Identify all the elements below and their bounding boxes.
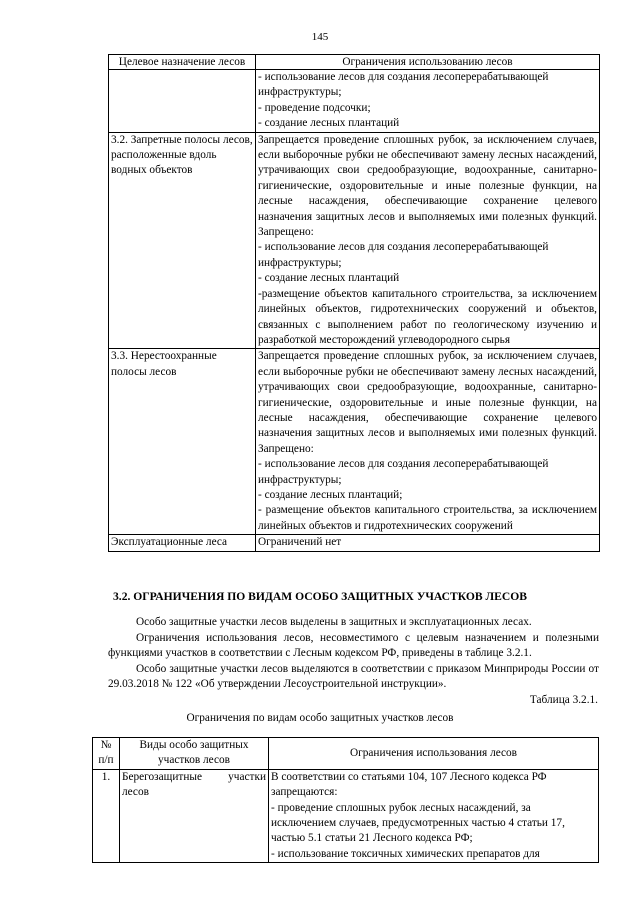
page-number: 145 — [311, 31, 329, 43]
purpose-cell: Эксплуатационные леса — [109, 535, 256, 551]
restriction-line: - проведение подсочки; — [258, 101, 371, 114]
restriction-line: -размещение объектов капитального строительства, за исключением линейных объектов, гидротехнических сооружений и объектов, связанных с выполнением работ по геологическому изучению и разработкой месторождений углеводородного сырья — [258, 287, 597, 346]
purpose-cell: 3.2. Запретные полосы лесов, расположенные вдоль водных объектов — [109, 132, 256, 349]
paragraph: Ограничения использования лесов, несовместимого с целевым назначением и полезными функциями участков в соответствии с Лесным кодексом РФ, приведены в таблице 3.2.1. — [108, 632, 599, 660]
restrictions-cell — [269, 769, 599, 862]
column-header-restrictions: Ограничения использованию лесов — [256, 55, 600, 70]
row-number: 1. — [93, 769, 120, 862]
table-header-row — [109, 55, 600, 70]
table-row — [109, 535, 600, 551]
paragraph: Особо защитные участки лесов выделяются в соответствии с приказом Минприроды России от 29.03.2018 № 122 «Об утверждении Лесоустроительной инструкции». — [108, 663, 599, 691]
purpose-cell: 3.3. Нерестоохранные полосы лесов — [109, 349, 256, 535]
area-type-cell: Берегозащитные участки лесов — [120, 769, 269, 862]
paragraph: Особо защитные участки лесов выделены в защитных и эксплуатационных лесах. — [136, 616, 532, 628]
restriction-line: - использование токсичных химических препаратов для — [271, 847, 540, 860]
restriction-line: Ограничений нет — [258, 536, 342, 549]
restriction-line: - использование лесов для создания лесоперерабатывающей инфраструктуры; — [258, 71, 549, 99]
restriction-line: - создание лесных плантаций; — [258, 488, 403, 501]
restrictions-cell — [256, 349, 600, 535]
column-header-restrictions: Ограничения использования лесов — [269, 738, 599, 770]
column-header-area-type: Виды особо защитных участков лесов — [120, 738, 269, 770]
restriction-line: - размещение объектов капитального строительства, за исключением линейных объектов и гидротехнических сооружений — [258, 504, 597, 532]
restriction-line: - создание лесных плантаций — [258, 272, 400, 285]
restriction-line: Запрещается проведение сплошных рубок, за исключением случаев, если выборочные рубки не обеспечивают замену лесных насаждений, утрачивающих свои средообразующие, водоохранные, санитарно-гигиенические, оздоровительные и иные полезные функции, на лесные насаждения, обеспечивающие сохранение целевого назначения защитных лесов и выполняемых ими полезных функций. Запрещено: — [258, 350, 597, 455]
forest-purpose-restrictions-table — [108, 54, 600, 552]
restriction-line: - использование лесов для создания лесоперерабатывающей инфраструктуры; — [258, 458, 549, 486]
table-row — [109, 349, 600, 535]
table-header-row — [93, 738, 599, 770]
section-heading: 3.2. ОГРАНИЧЕНИЯ ПО ВИДАМ ОСОБО ЗАЩИТНЫХ УЧАСТКОВ ЛЕСОВ — [113, 590, 527, 603]
column-header-number: № п/п — [93, 738, 120, 770]
column-header-purpose: Целевое назначение лесов — [109, 55, 256, 70]
restrictions-cell — [256, 535, 600, 551]
restriction-line: - проведение сплошных рубок лесных насаждений, за исключением случаев, предусмотренных частью 4 статьи 17, частью 5.1 статьи 21 Лесного кодекса РФ; — [271, 801, 565, 845]
table-label: Таблица 3.2.1. — [529, 694, 598, 706]
table-caption: Ограничения по видам особо защитных участков лесов — [186, 712, 454, 724]
restriction-line: - создание лесных плантаций — [258, 117, 400, 130]
table-row — [109, 70, 600, 133]
restriction-line: В соответствии со статьями 104, 107 Лесного кодекса РФ запрещаются: — [271, 770, 547, 799]
protective-areas-table — [92, 737, 599, 863]
restriction-line: Запрещается проведение сплошных рубок, за исключением случаев, если выборочные рубки не обеспечивают замену лесных насаждений, утрачивающих свои средообразующие, водоохранные, санитарно-гигиенические, оздоровительные и иные полезные функции, на лесные насаждения, обеспечивающие сохранение целевого назначения защитных лесов и выполняемых ими полезных функций. Запрещено: — [258, 133, 597, 239]
restrictions-cell — [256, 132, 600, 349]
restrictions-cell — [256, 70, 600, 133]
table-row — [93, 769, 599, 862]
table-row — [109, 132, 600, 349]
restriction-line: - использование лесов для создания лесоперерабатывающей инфраструктуры; — [258, 241, 549, 269]
purpose-cell — [109, 70, 256, 133]
